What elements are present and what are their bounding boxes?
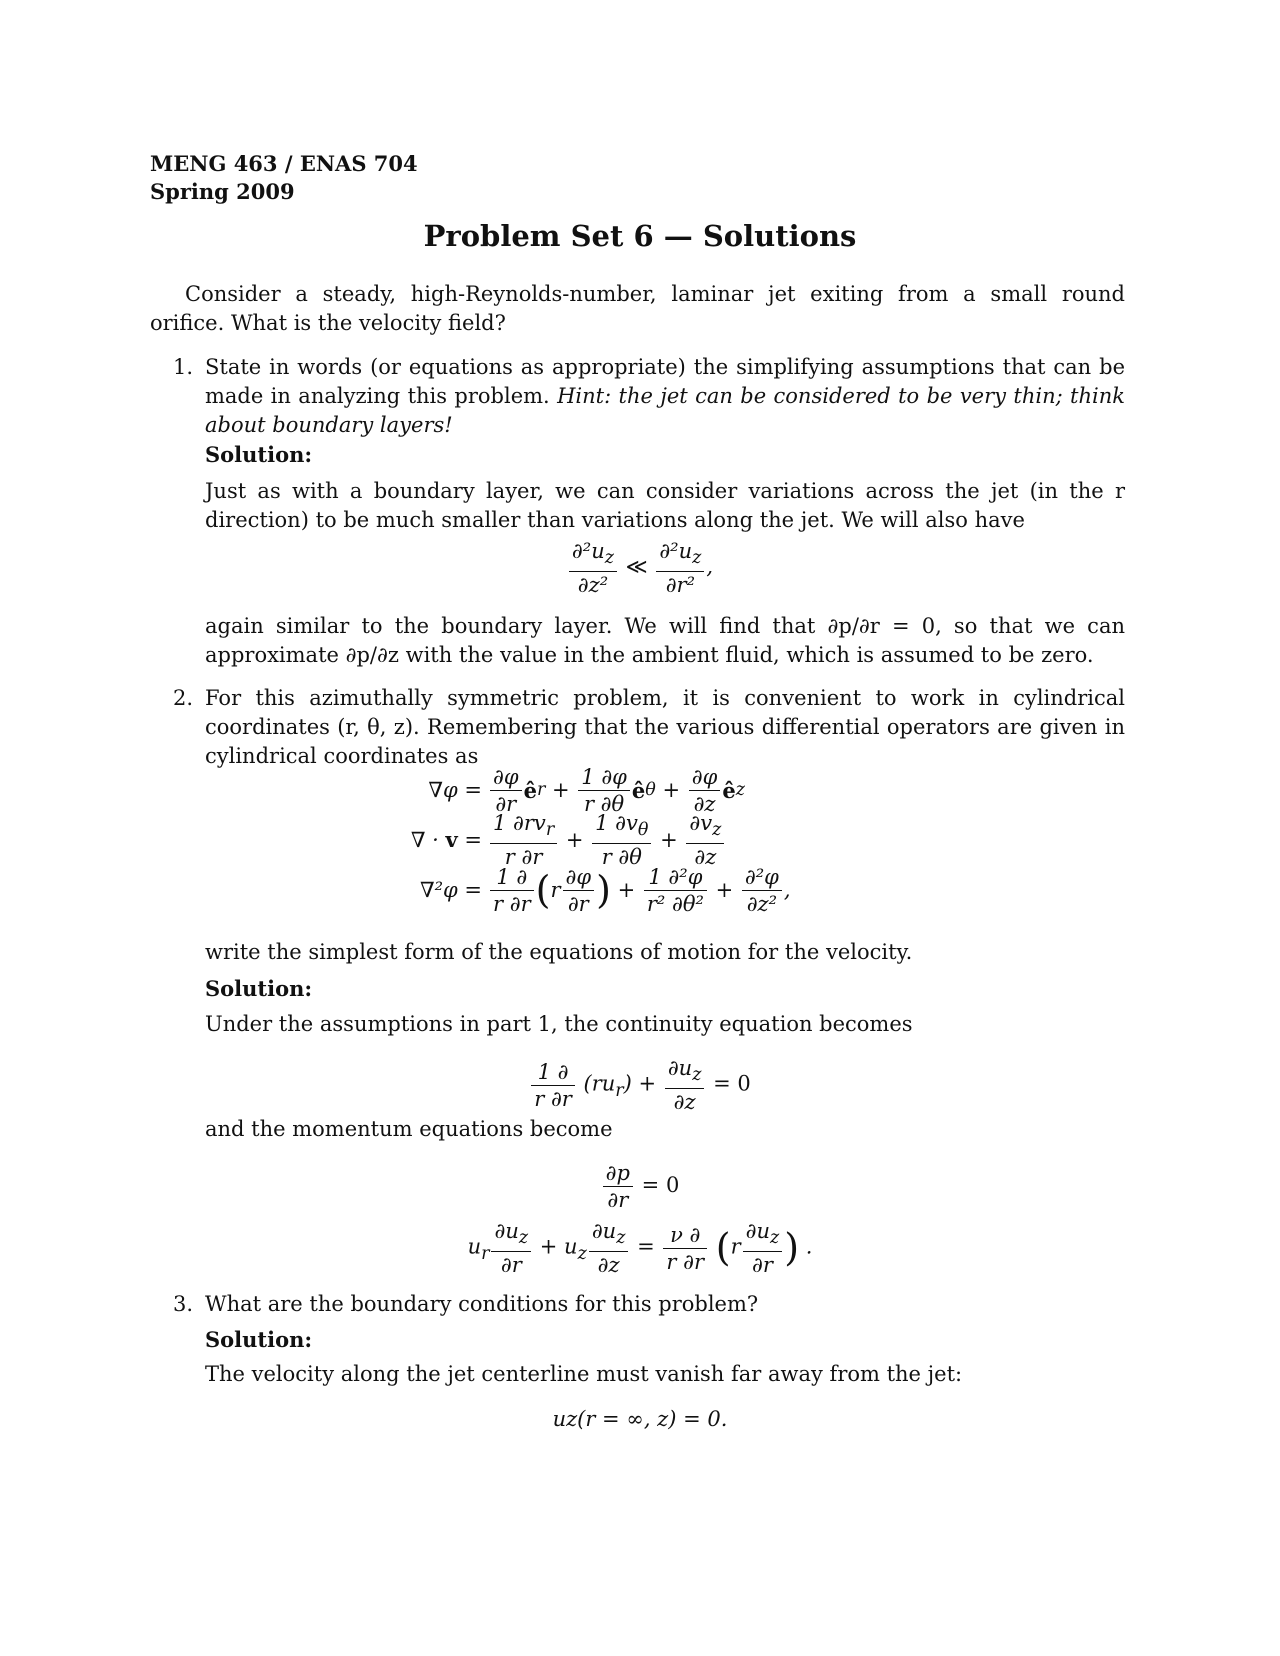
q3-number: 3.: [173, 1292, 194, 1316]
laplacian-equation: ∇²φ = $\frac{1 \partial}{r \partial r}$ ( r $\frac{\partial\varphi}{\partial r}$ ) + $\frac{\text{1 ∂²φ}}{\text{r² ∂θ²}}$ + $\frac{\text{∂²φ}}{\text{∂z²}}$ ,: [419, 864, 791, 916]
q1-text: [205, 353, 1125, 440]
q1-question: State in words (or equations as appropriate) the simplifying assumptions that can be made in analyzing this problem.: [205, 355, 1125, 408]
course-term: Spring 2009: [150, 179, 295, 204]
q2-solution-text-b: and the momentum equations become: [205, 1117, 613, 1141]
q2-number: 2.: [173, 686, 194, 710]
intro-paragraph: Consider a steady, high-Reynolds-number, laminar jet exiting from a small round orifice. What is the velocity field?: [150, 282, 1125, 335]
axial-momentum-equation: $u_r$ $\frac{\partial u_z}{\partial r}$ + $u_z$ $\frac{\partial u_z}{\partial z}$ = $\frac{\nu \partial}{r \partial r}$ (r $\frac{\partial u_z}{\partial r}$ ) .: [467, 1219, 813, 1278]
q2-operator-equations: [402, 765, 791, 915]
q2-text: For this azimuthally symmetric problem, it is convenient to work in cylindrical coordinates (r, θ, z). Remembering that the various differential operators are given in cylindrical coordinates as: [205, 686, 1125, 768]
divergence-equation: ∇ · v = $\frac{1 \partial rv_r}{r \partial r}$ + $\frac{1 \partial v_\theta}{r \partial\theta}$ + $\frac{\partial v_z}{\partial z}$: [402, 815, 791, 865]
q2-solution-label: Solution:: [205, 976, 313, 1001]
q1-solution-text-b: again similar to the boundary layer. We will find that ∂p/∂r = 0, so that we can approximate ∂p/∂z with the value in the ambient fluid, which is assumed to be zero.: [205, 614, 1125, 667]
q1-number: 1.: [173, 355, 194, 379]
course-code: MENG 463 / ENAS 704: [150, 151, 418, 176]
q3-solution-label: Solution:: [205, 1327, 313, 1352]
q3-solution-text: The velocity along the jet centerline must vanish far away from the jet:: [205, 1362, 963, 1386]
q1-solution-text-a: Just as with a boundary layer, we can consider variations across the jet (in the r direction) to be much smaller than variations along the jet. We will also have: [205, 479, 1125, 532]
q1-equation-derivative-comparison: $\frac{\partial^2u_z}{\text{∂z²}}$ ≪ $\frac{\partial^2u_z}{\text{∂r²}}$ ,: [0, 538, 1280, 598]
q2-solution-text-a: Under the assumptions in part 1, the continuity equation becomes: [205, 1012, 913, 1036]
q3-text: What are the boundary conditions for this problem?: [205, 1292, 759, 1316]
radial-momentum-equation: $\frac{\partial p}{\partial r}$ = 0: [0, 1160, 1280, 1213]
boundary-condition-equation: uz(r = ∞, z) = 0.: [552, 1407, 728, 1431]
continuity-equation: $\frac{1 \partial}{r \partial r}$ $(ru_r)$ + $\frac{\partial u_z}{\partial z}$ = 0: [0, 1055, 1280, 1115]
q1-solution-label: Solution:: [205, 442, 313, 467]
course-header: [150, 150, 418, 206]
page-title: Problem Set 6 — Solutions: [423, 219, 857, 253]
q1-hint: Hint: the jet can be considered to be very thin; think about boundary layers!: [205, 384, 1125, 437]
gradient-equation: ∇φ = $\frac{\partial\varphi}{\partial r}$ ê r + $\frac{1 \partial\varphi}{r \partial\theta}$ ê θ + $\frac{\partial\varphi}{\partial z}$ ê z: [428, 764, 745, 816]
q2-after-text: write the simplest form of the equations of motion for the velocity.: [205, 940, 913, 964]
